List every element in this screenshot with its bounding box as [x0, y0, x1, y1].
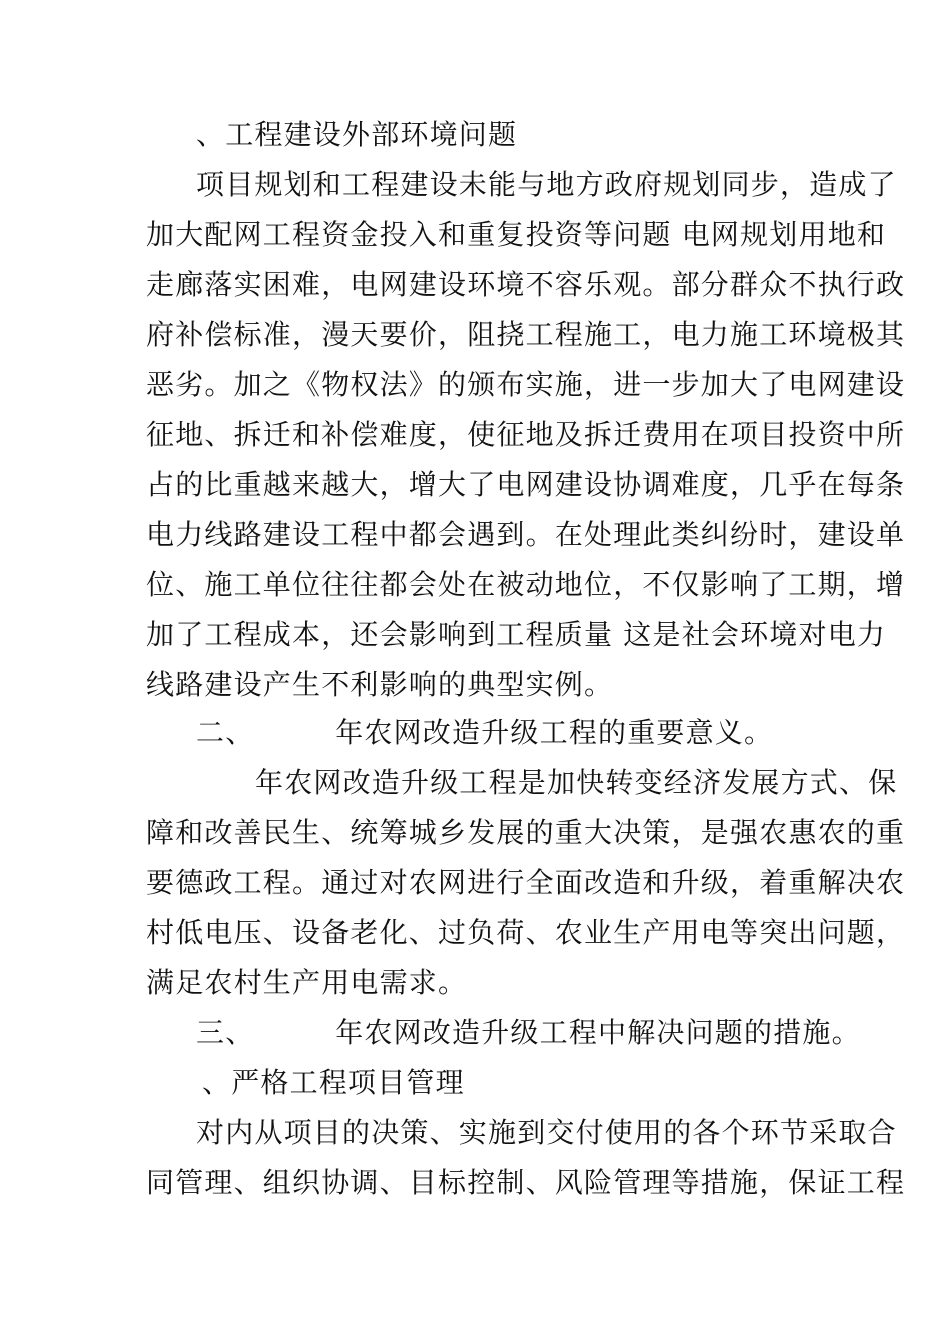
paragraph-line: 电力线路建设工程中都会遇到。在处理此类纠纷时，建设单 — [146, 518, 906, 551]
paragraph-line: 征地、拆迁和补偿难度，使征地及拆迁费用在项目投资中所 — [146, 418, 906, 451]
subsection-heading-3-1: 、严格工程项目管理 — [202, 1066, 465, 1099]
paragraph-line: 村低电压、设备老化、过负荷、农业生产用电等突出问题， — [146, 916, 906, 949]
paragraph-line: 满足农村生产用电需求。 — [146, 966, 468, 999]
paragraph-line: 项目规划和工程建设未能与地方政府规划同步，造成了 — [196, 168, 897, 201]
paragraph-line: 同管理、组织协调、目标控制、风险管理等措施，保证工程 — [146, 1166, 906, 1199]
paragraph-line: 府补偿标准，漫天要价，阻挠工程施工，电力施工环境极其 — [146, 318, 906, 351]
section-heading-env: 、工程建设外部环境问题 — [196, 118, 518, 151]
paragraph-line: 对内从项目的决策、实施到交付使用的各个环节采取合 — [196, 1116, 897, 1149]
paragraph-line: 障和改善民生、统筹城乡发展的重大决策，是强农惠农的重 — [146, 816, 906, 849]
paragraph-line: 走廊落实困难，电网建设环境不容乐观。部分群众不执行政 — [146, 268, 906, 301]
section-heading-3: 三、 年农网改造升级工程中解决问题的措施。 — [196, 1016, 861, 1049]
paragraph-line: 加大配网工程资金投入和重复投资等问题 电网规划用地和 — [146, 218, 887, 251]
section-heading-2: 二、 年农网改造升级工程的重要意义。 — [196, 716, 774, 749]
paragraph-line: 线路建设产生不利影响的典型实例。 — [146, 668, 614, 701]
paragraph-line: 要德政工程。通过对农网进行全面改造和升级，着重解决农 — [146, 866, 906, 899]
paragraph-line: 年农网改造升级工程是加快转变经济发展方式、保 — [255, 766, 898, 799]
paragraph-line: 位、施工单位往往都会处在被动地位，不仅影响了工期，增 — [146, 568, 906, 601]
paragraph-line: 加了工程成本，还会影响到工程质量 这是社会环境对电力 — [146, 618, 887, 651]
paragraph-line: 恶劣。加之《物权法》的颁布实施，进一步加大了电网建设 — [146, 368, 906, 401]
paragraph-line: 占的比重越来越大，增大了电网建设协调难度，几乎在每条 — [146, 468, 906, 501]
